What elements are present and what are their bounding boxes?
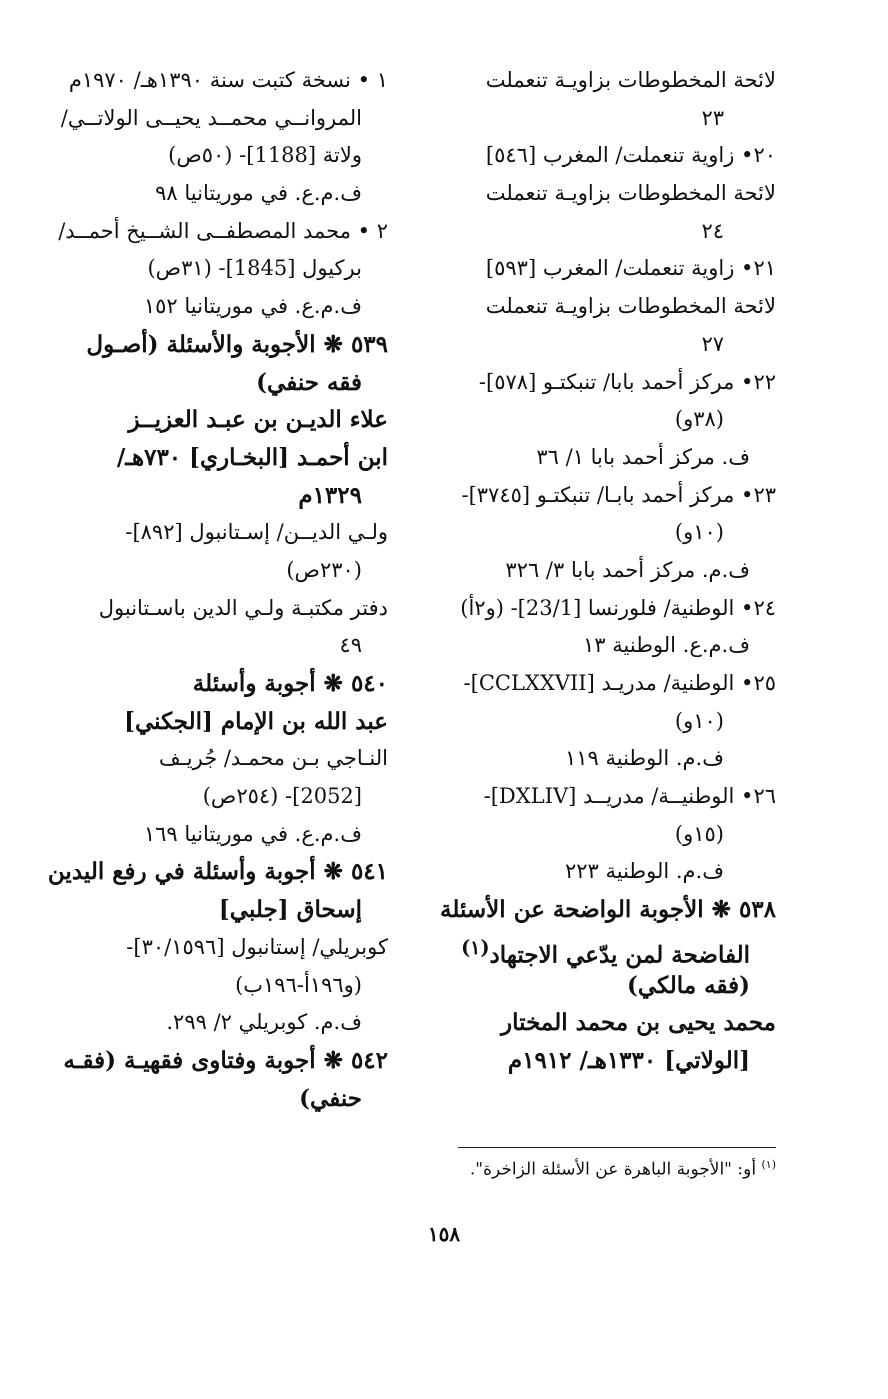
text-line: ٢ • محمد المصطفــى الشــيخ أحمــد/ — [58, 218, 388, 243]
footnote-text: أو: "الأجوبة الباهرة عن الأسئلة الزاخرة". — [469, 1159, 757, 1180]
entry-heading: ٥٤٢ ❋ أجوبة وفتاوى فقهيـة (فقـه — [63, 1046, 388, 1074]
text-line: ٤٩ — [339, 633, 362, 658]
text-line: ٢٦• الوطنيــة/ مدريــد [DXLIV]- — [483, 784, 776, 809]
entry-author-line: [الولاتي] ١٣٣٠هـ/ ١٩١٢م — [507, 1046, 750, 1074]
text-line: ٢٣• مركز أحمد بابـا/ تنبكتـو [٣٧٤٥]- — [461, 482, 776, 507]
text-line: دفتر مكتبـة ولـي الدين باسـتانبول — [98, 595, 388, 620]
page-number: ١٥٨ — [427, 1222, 461, 1246]
entry-author-line: محمد يحيى بن محمد المختار — [501, 1009, 776, 1037]
entry-author-line: ١٣٢٩م — [298, 481, 362, 509]
entry-title-line — [438, 929, 776, 967]
text-line: ف.م.ع. في موريتانيا ١٦٩ — [143, 821, 362, 846]
text-line: (١٥و) — [674, 821, 724, 846]
text-line: (٣٨و) — [674, 407, 724, 432]
text-line: ف.م. الوطنية ٢٢٣ — [564, 859, 724, 884]
text-line: (١٠و) — [674, 520, 724, 545]
text-line: بركيول [1845]- (٣١ص) — [147, 256, 362, 281]
text-line: ف.م. كوبريلي ٢/ ٢٩٩. — [166, 1010, 362, 1035]
entry-author-line: علاء الديـن بن عبـد العزيــز — [128, 406, 388, 434]
entry-heading: ٥٤١ ❋ أجوبة وأسئلة في رفع اليدين — [47, 858, 388, 886]
text-line: لائحة المخطوطات بزاويـة تنعملت — [485, 181, 776, 206]
text-line: ولـي الديــن/ إسـتانبول [٨٩٢]- — [125, 520, 388, 545]
text-line: (١٠و) — [674, 708, 724, 733]
text-line: ٢١• زاوية تنعملت/ المغرب [٥٩٣] — [485, 256, 776, 281]
left-column — [30, 62, 388, 1117]
text-line: لائحة المخطوطات بزاويـة تنعملت — [485, 68, 776, 92]
text-line: ف.م.ع. في موريتانيا ٩٨ — [155, 181, 362, 206]
footnote-marker: (١) — [761, 1158, 776, 1171]
right-column — [438, 62, 776, 1080]
text-line: كوبريلي/ إستانبول [٣٠/١٥٩٦]- — [126, 934, 388, 959]
entry-heading: ٥٤٠ ❋ أجوبة وأسئلة — [192, 670, 388, 697]
entry-heading: ٥٣٨ ❋ الأجوبة الواضحة عن الأسئلة — [440, 896, 776, 924]
text-line: ٢٥• الوطنية/ مدريـد [CCLXXVII]- — [463, 671, 776, 695]
entry-heading: ٥٣٩ ❋ الأجوبة والأسئلة (أصـول — [86, 330, 388, 358]
text-line: [2052]- (٢٥٤ص) — [202, 784, 362, 809]
text-line: ٢٠• زاوية تنعملت/ المغرب [٥٤٦] — [485, 143, 776, 168]
footnote-divider — [458, 1147, 776, 1148]
text-line: (و١٩٦أ-١٩٦ب) — [235, 972, 362, 997]
text-line: (٢٣٠ص) — [286, 557, 362, 582]
entry-author-line: ابن أحمـد [البخـاري] ٧٣٠هـ/ — [116, 443, 388, 471]
text-line: ٢٤• الوطنية/ فلورنسا [23/1]- (و٢أ) — [460, 595, 776, 620]
entry-title-line: فقه حنفي) — [256, 368, 362, 396]
entry-title-line: حنفي) — [299, 1084, 362, 1112]
text-line: ٢٤ — [701, 218, 724, 243]
text-line: لائحة المخطوطات بزاويـة تنعملت — [485, 294, 776, 319]
entry-author-line: إسحاق [جلبي] — [218, 896, 362, 924]
text-line: ف.م. الوطنية ١١٩ — [564, 746, 724, 771]
text-line: ٢٧ — [701, 331, 724, 356]
text-line: ١ • نسخة كتبت سنة ١٣٩٠هـ/ ١٩٧٠م — [68, 68, 388, 92]
text-line: ولاتة [1188]- (٥٠ص) — [168, 143, 362, 168]
entry-title-line: (فقه مالكي) — [627, 971, 750, 999]
text-line: الفاضحة لمن يدّعي الاجتهاد — [489, 941, 750, 969]
text-line: ف.م. مركز أحمد بابا ٣/ ٣٢٦ — [505, 557, 750, 582]
text-line: المروانــي محمــد يحيــى الولاتــي/ — [60, 105, 362, 130]
text-line: ٢٢• مركز أحمد بابا/ تنبكتـو [٥٧٨]- — [478, 369, 776, 394]
entry-author-line: عبد الله بن الإمام [الجكني] — [124, 707, 388, 735]
text-line: ٢٣ — [701, 105, 724, 130]
text-line: النـاجي بـن محمـد/ جُريـف — [158, 746, 388, 771]
text-line: ف.م.ع. في موريتانيا ١٥٢ — [143, 294, 362, 319]
text-line: ف. مركز أحمد بابا ١/ ٣٦ — [536, 444, 750, 469]
footnote-reference: (١) — [461, 935, 490, 959]
text-line: ف.م.ع. الوطنية ١٣ — [583, 633, 750, 658]
footnote — [436, 1154, 776, 1181]
